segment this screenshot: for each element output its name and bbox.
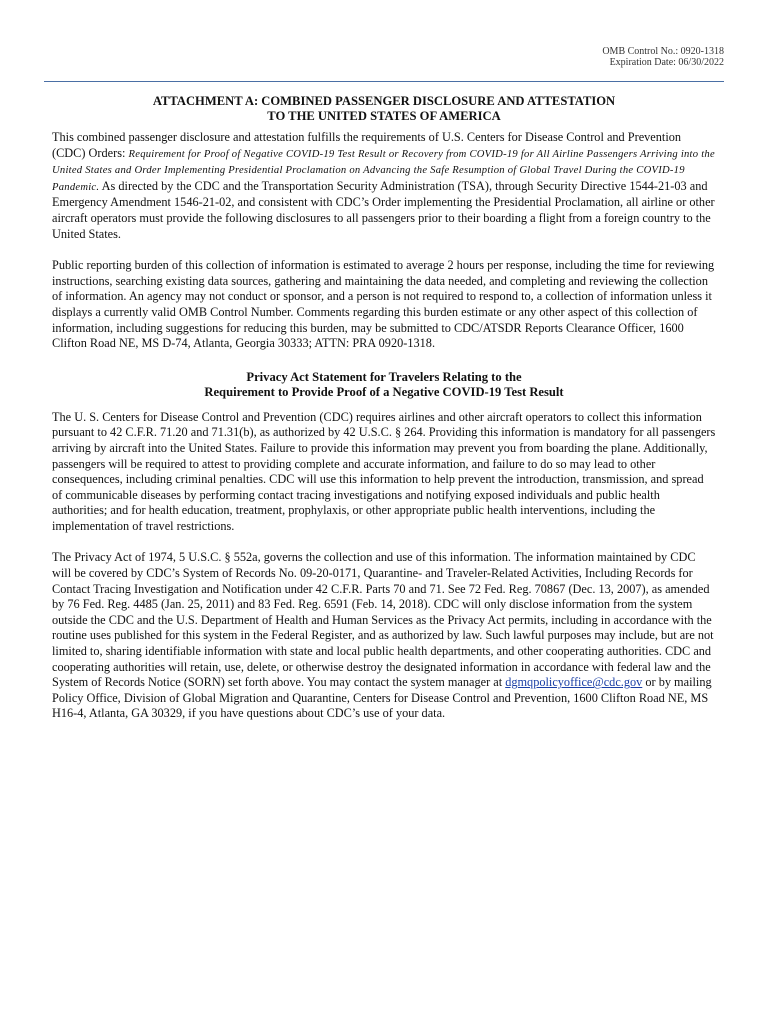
- intro-text-before: This combined passenger disclosure and attestation fulfills the requirements of U.S. Centers for Disease Control and Prevention (CDC) Orders:: [52, 130, 682, 160]
- omb-control-block: [602, 46, 724, 68]
- omb-control-number: OMB Control No.: 0920-1318: [602, 46, 724, 57]
- burden-paragraph: Public reporting burden of this collection of information is estimated to average 2 hours per response, including the time for reviewing instructions, searching existing data sources, gathering and maintaining the data needed, and completing and reviewing the collection of information. An agency may not conduct or sponsor, and a person is not required to respond to, a collection of information unless it displays a currently valid OMB Control Number. Comments regarding this burden estimate or any other aspect of this collection of information, including suggestions for reducing this burden, may be submitted to CDC/ATSDR Reports Clearance Officer, 1600 Clifton Road NE, MS D-74, Atlanta, Georgia 30333; ATTN: PRA 0920-1318.: [52, 258, 715, 351]
- privacy-paragraph-1: The U. S. Centers for Disease Control and Prevention (CDC) requires airlines and other aircraft operators to collect this information pursuant to 42 C.F.R. 71.20 and 71.31(b), as authorized by 42 U.S.C. § 264. Providing this information is mandatory for all passengers arriving by aircraft into the United States. Failure to provide this information may prevent you from boarding the plane. Additionally, passengers will be required to attest to providing complete and accurate information, and failure to do so may lead to other consequences, including criminal penalties. CDC will use this information to help prevent the introduction, transmission, and spread of communicable diseases by performing contact tracing investigations and notifying exposed individuals and public health authorities; and for health education, treatment, prophylaxis, or other appropriate public health interventions, including the implementation of travel restrictions.: [52, 409, 716, 533]
- expiration-date: Expiration Date: 06/30/2022: [609, 57, 724, 68]
- privacy-heading-line-1: Privacy Act Statement for Travelers Relating to the: [246, 369, 522, 384]
- title-line-2: TO THE UNITED STATES OF AMERICA: [267, 109, 501, 123]
- policy-office-email-link[interactable]: dgmqpolicyoffice@cdc.gov: [505, 675, 643, 690]
- intro-order-titles: Requirement for Proof of Negative COVID-19 Test Result or Recovery from COVID-19 for All Airline Passengers Arriving into the United States and Order Implementing Presidential Proclamation on Advancing the Safe Resumption of Global Travel During the COVID-19 Pandemic.: [52, 148, 715, 193]
- privacy-text-before: The Privacy Act of 1974, 5 U.S.C. § 552a, governs the collection and use of this information. The information maintained by CDC will be covered by CDC’s System of Records No. 09-20-0171, Quarantine- and Traveler-Related Activities, Including Records for Contact Tracing Investigation and Notification under 42 C.F.R. Parts 70 and 71. See 72 Fed. Reg. 70867 (Dec. 13, 2007), as amended by 76 Fed. Reg. 4485 (Jan. 25, 2011) and 83 Fed. Reg. 6591 (Feb. 14, 2018). CDC will only disclose information from the system outside the CDC and the U.S. Department of Health and Human Services as the Privacy Act permits, including in accordance with the routine uses published for this system in the Federal Register, and as authorized by law. Such lawful purposes may include, but are not limited to, sharing identifiable information with state and local public health departments, and other cooperating authorities. CDC and cooperating authorities will retain, use, delete, or otherwise destroy the designated information in accordance with federal law and the System of Records Notice (SORN) set forth above. You may contact the system manager at: [52, 550, 714, 690]
- header-divider: [44, 81, 724, 82]
- document-title: [52, 94, 716, 124]
- title-line-1: ATTACHMENT A: COMBINED PASSENGER DISCLOSURE AND ATTESTATION: [152, 94, 616, 108]
- privacy-heading-line-2: Requirement to Provide Proof of a Negative COVID-19 Test Result: [204, 384, 564, 399]
- privacy-paragraph-2: [52, 550, 716, 722]
- intro-paragraph: [52, 130, 716, 242]
- privacy-act-heading: [52, 370, 716, 400]
- document-body: [52, 94, 716, 738]
- intro-text-after: As directed by the CDC and the Transportation Security Administration (TSA), through Security Directive 1544-21-03 and Emergency Amendment 1546-21-02, and consistent with CDC’s Order implementing the Presidential Proclamation, all airline or other aircraft operators must provide the following disclosures to all passengers prior to their boarding a flight from a foreign country to the United States.: [52, 178, 715, 241]
- privacy-text-after: or by mailing Policy Office, Division of Global Migration and Quarantine, Centers for Disease Control and Prevention, 1600 Clifton Road NE, MS H16-4, Atlanta, GA 30329, if you have questions about CDC’s use of your data.: [52, 675, 712, 721]
